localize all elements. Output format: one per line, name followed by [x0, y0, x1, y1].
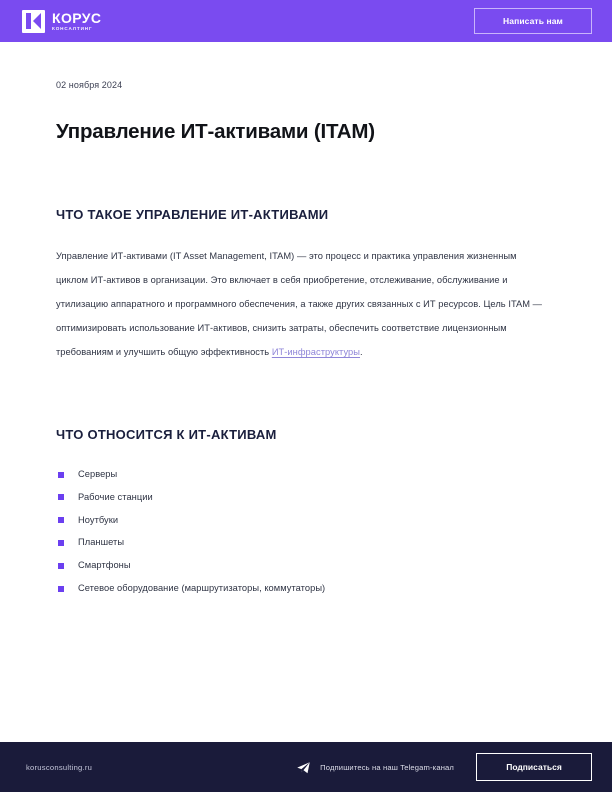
list-item-label: Планшеты: [78, 537, 125, 548]
document-content: [0, 42, 612, 607]
list-item: [56, 516, 556, 525]
footer-website-url[interactable]: korusconsulting.ru: [26, 762, 93, 772]
bullet-square-icon: [58, 517, 64, 523]
section-heading-assets: ЧТО ОТНОСИТСЯ К ИТ-АКТИВАМ: [56, 427, 277, 442]
list-item: [56, 538, 556, 547]
publish-date: 02 ноября 2024: [56, 80, 123, 90]
list-item-label: Рабочие станции: [78, 491, 153, 502]
contact-us-button[interactable]: Написать нам: [474, 8, 592, 34]
paragraph-text-tail: .: [360, 347, 363, 357]
list-item-label: Сетевое оборудование (маршрутизаторы, коммутаторы): [78, 582, 326, 593]
brand-logo[interactable]: [22, 10, 101, 33]
bullet-square-icon: [58, 472, 64, 478]
list-item-label: Ноутбуки: [78, 514, 119, 525]
brand-name: КОРУС: [52, 9, 102, 26]
footer-telegram-promo: [296, 760, 454, 775]
list-item: [56, 584, 556, 593]
bullet-square-icon: [58, 540, 64, 546]
brand-wordmark: [52, 11, 101, 32]
bullet-square-icon: [58, 586, 64, 592]
page-header: [0, 0, 612, 42]
brand-subtitle: КОНСАЛТИНГ: [52, 25, 93, 31]
subscribe-button[interactable]: Подписаться: [476, 753, 592, 781]
asset-type-list: [56, 470, 556, 593]
definition-paragraph: [56, 244, 546, 364]
korus-logo-mark-icon: [22, 10, 45, 33]
section-heading-definition: ЧТО ТАКОЕ УПРАВЛЕНИЕ ИТ-АКТИВАМИ: [56, 207, 329, 222]
bullet-square-icon: [58, 494, 64, 500]
footer-subscribe-text: Подпишитесь на наш Telegam-канал: [320, 762, 454, 772]
paragraph-text-lead: Управление ИТ-активами (IT Asset Management, ITAM) — это процесс и практика управления жизненным циклом ИТ-активов в организации. Это включает в себя приобретение, отслеживание, обслуживание и утилизацию аппаратного и программного обеспечения, а также других связанных с ИТ ресурсов. Цель ITAM — оптимизировать использование ИТ-активов, снизить затраты, обеспечить соответствие лицензионным требованиям и улучшить общую эффективность: [56, 251, 543, 357]
telegram-paper-plane-icon: [296, 760, 311, 775]
page-title: Управление ИТ-активами (ITAM): [56, 120, 375, 143]
it-infrastructure-link[interactable]: ИТ-инфраструктуры: [271, 347, 361, 357]
list-item: [56, 470, 556, 479]
list-item-label: Серверы: [78, 469, 118, 479]
bullet-square-icon: [58, 563, 64, 569]
page-footer: [0, 742, 612, 792]
list-item: [56, 493, 556, 502]
list-item: [56, 561, 556, 570]
list-item-label: Смартфоны: [78, 560, 131, 571]
